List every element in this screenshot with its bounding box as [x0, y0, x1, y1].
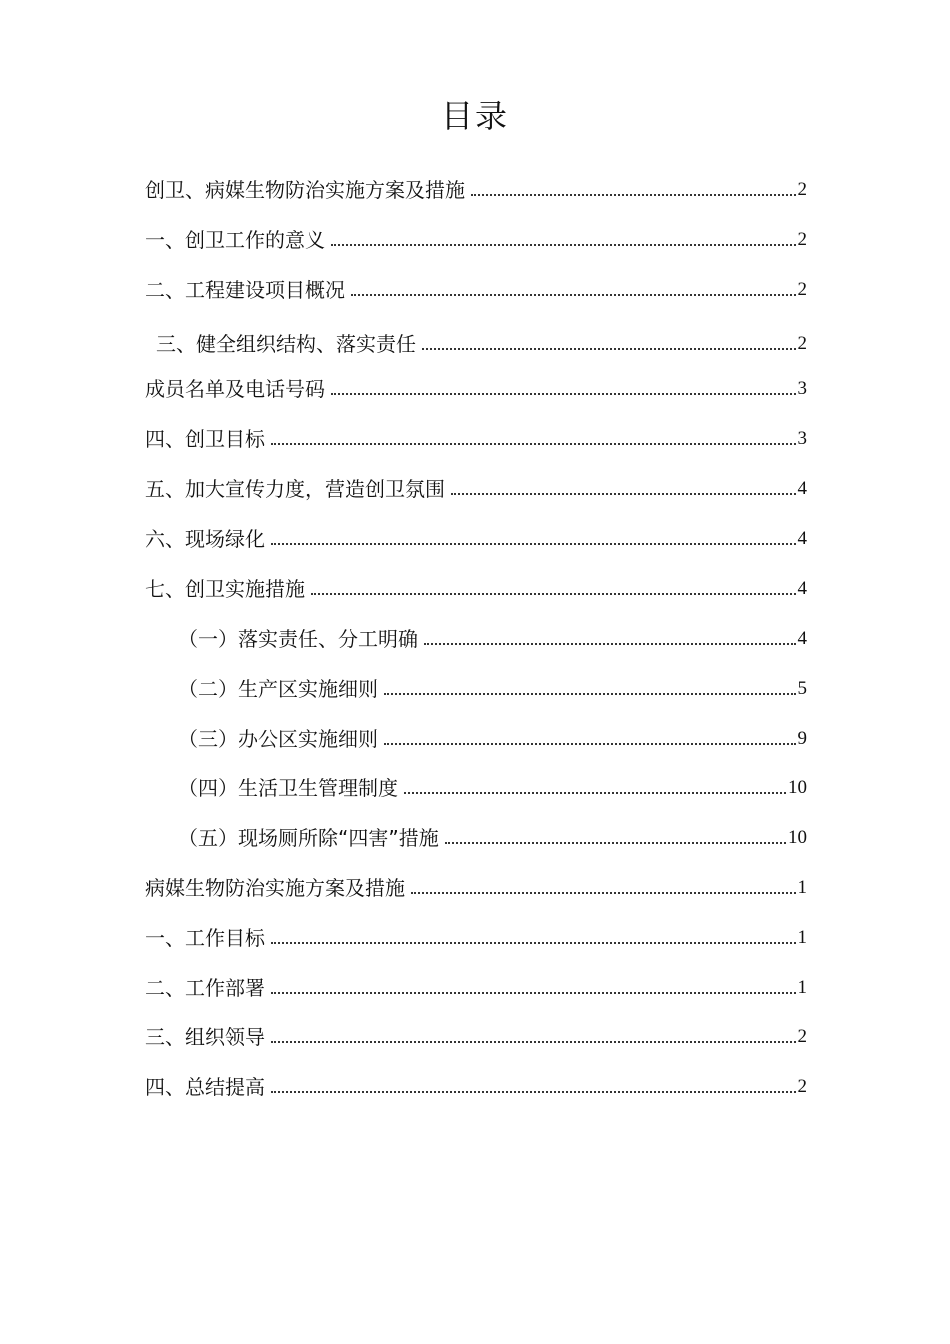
- toc-leader-dots: [271, 543, 796, 545]
- toc-entry-page: 2: [797, 229, 807, 250]
- toc-entry-page: 2: [797, 179, 807, 200]
- toc-entry[interactable]: [145, 1020, 807, 1050]
- toc-leader-dots: [471, 194, 796, 196]
- toc-leader-dots: [331, 393, 796, 395]
- toc-entry[interactable]: [178, 672, 807, 702]
- toc-entry-title: 七、创卫实施措施: [145, 577, 305, 601]
- toc-entry-page: 4: [797, 478, 807, 499]
- toc-entry[interactable]: [156, 327, 807, 357]
- toc-leader-dots: [384, 693, 796, 695]
- toc-entry[interactable]: [145, 422, 807, 452]
- toc-entry[interactable]: [145, 871, 807, 901]
- toc-entry-page: 2: [797, 279, 807, 300]
- toc-entry-title: （三）办公区实施细则: [178, 727, 378, 751]
- toc-leader-dots: [424, 643, 796, 645]
- toc-entry[interactable]: [145, 273, 807, 303]
- toc-entry-title: 五、加大宣传力度，营造创卫氛围: [145, 477, 445, 501]
- toc-entry-title: 四、创卫目标: [145, 427, 265, 451]
- toc-entry-page: 9: [797, 728, 807, 749]
- toc-entry-page: 4: [797, 528, 807, 549]
- toc-entry[interactable]: [145, 372, 807, 402]
- toc-entry-page: 4: [797, 578, 807, 599]
- toc-leader-dots: [311, 593, 796, 595]
- toc-entry-title: 二、工作部署: [145, 976, 265, 1000]
- toc-entry-page: 5: [797, 678, 807, 699]
- toc-entry[interactable]: [145, 971, 807, 1001]
- toc-entry[interactable]: [145, 223, 807, 253]
- toc-entry[interactable]: [145, 1070, 807, 1100]
- toc-entry[interactable]: [178, 821, 807, 851]
- toc-entry-title: （五）现场厕所除“四害”措施: [178, 826, 439, 850]
- toc-leader-dots: [451, 493, 796, 495]
- toc-entry-page: 2: [797, 1026, 807, 1047]
- toc-entry-page: 1: [797, 877, 807, 898]
- toc-entry-title: 一、创卫工作的意义: [145, 228, 325, 252]
- toc-entry-title: （一）落实责任、分工明确: [178, 627, 418, 651]
- toc-entry-title: 创卫、病媒生物防治实施方案及措施: [145, 178, 465, 202]
- toc-leader-dots: [271, 1041, 796, 1043]
- toc-entry-page: 10: [788, 827, 807, 848]
- toc-entry-page: 2: [797, 333, 807, 354]
- toc-leader-dots: [404, 792, 786, 794]
- toc-entry-title: 三、组织领导: [145, 1025, 265, 1049]
- toc-entry[interactable]: [145, 472, 807, 502]
- toc-leader-dots: [331, 244, 796, 246]
- toc-leader-dots: [271, 443, 796, 445]
- toc-entry-title: 二、工程建设项目概况: [145, 278, 345, 302]
- toc-entry[interactable]: [178, 722, 807, 752]
- toc-leader-dots: [351, 294, 796, 296]
- toc-entry-page: 10: [788, 777, 807, 798]
- page-title: 目录: [440, 97, 509, 135]
- toc-entry[interactable]: [178, 771, 807, 801]
- toc-entry-page: 2: [797, 1076, 807, 1097]
- toc-entry-title: 三、健全组织结构、落实责任: [156, 332, 416, 356]
- toc-entry-page: 4: [797, 628, 807, 649]
- toc-entry-page: 1: [797, 927, 807, 948]
- toc-entry-title: （四）生活卫生管理制度: [178, 776, 398, 800]
- toc-leader-dots: [422, 348, 796, 350]
- toc-entry-page: 3: [797, 378, 807, 399]
- toc-leader-dots: [271, 1091, 796, 1093]
- toc-leader-dots: [271, 992, 796, 994]
- toc-entry-title: 成员名单及电话号码: [145, 377, 325, 401]
- toc-entry-page: 3: [797, 428, 807, 449]
- toc-leader-dots: [384, 743, 796, 745]
- toc-leader-dots: [411, 892, 796, 894]
- toc-entry-title: 病媒生物防治实施方案及措施: [145, 876, 405, 900]
- toc-entry[interactable]: [145, 173, 807, 203]
- toc-entry-title: （二）生产区实施细则: [178, 677, 378, 701]
- toc-leader-dots: [271, 942, 796, 944]
- toc-entry[interactable]: [145, 522, 807, 552]
- toc-entry-title: 四、总结提高: [145, 1075, 265, 1099]
- toc-entry[interactable]: [145, 921, 807, 951]
- toc-entry[interactable]: [145, 572, 807, 602]
- toc-entry[interactable]: [178, 622, 807, 652]
- toc-entry-title: 六、现场绿化: [145, 527, 265, 551]
- toc-entry-page: 1: [797, 977, 807, 998]
- toc-leader-dots: [445, 842, 786, 844]
- toc-entry-title: 一、工作目标: [145, 926, 265, 950]
